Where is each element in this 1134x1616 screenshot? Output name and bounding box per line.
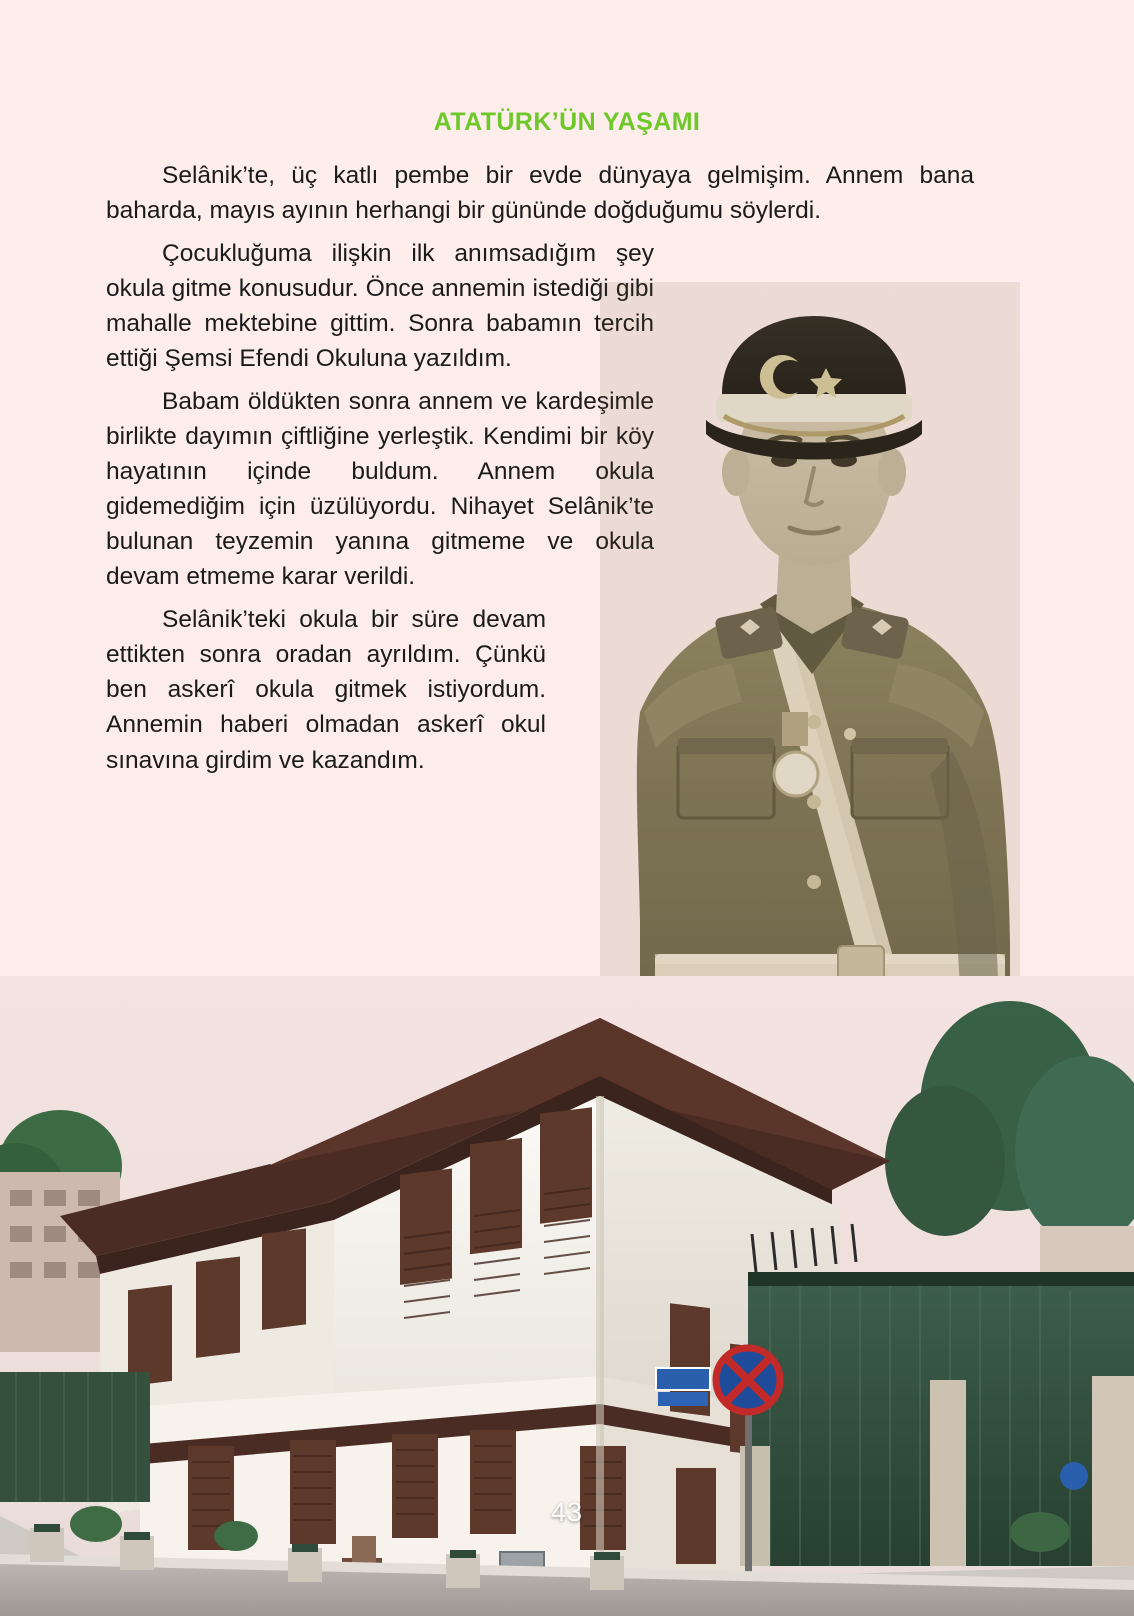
page-number: 43 — [550, 1497, 584, 1527]
paragraph-2: Çocukluğuma ilişkin ilk anımsadığım şey okula gitme konusudur. Önce annemin istediği gibi mahalle mektebine gittim. Sonra babamın tercih ettiği Şemsi Efendi Okuluna yazıldım. — [106, 240, 654, 373]
body-text-column — [106, 158, 974, 786]
paragraph-3: Babam öldükten sonra annem ve kardeşimle birlikte dayımın çiftliğine yerleştik. Kendimi bir köy hayatının içinde buldum. Annem okula gidemediğim için üzülüyordu. Nihayet Selânik’te bulunan teyzemin yanına gitmeme ve okula devam etmeme karar verildi. — [106, 388, 654, 591]
paragraph-4: Selânik’teki okula bir süre devam ettikten sonra oradan ayrıldım. Çünkü ben askerî okula gitmek istiyordum. Annemin haberi olmadan askerî okul sınavına girdim ve kazandım. — [106, 606, 546, 774]
paragraph-1: Selânik’te, üç katlı pembe bir evde dünyaya gelmişim. Annem bana baharda, mayıs ayının herhangi bir gününde doğduğumu söylerdi. — [106, 162, 974, 225]
page-title: ATATÜRK’ÜN YAŞAMI — [433, 108, 701, 136]
